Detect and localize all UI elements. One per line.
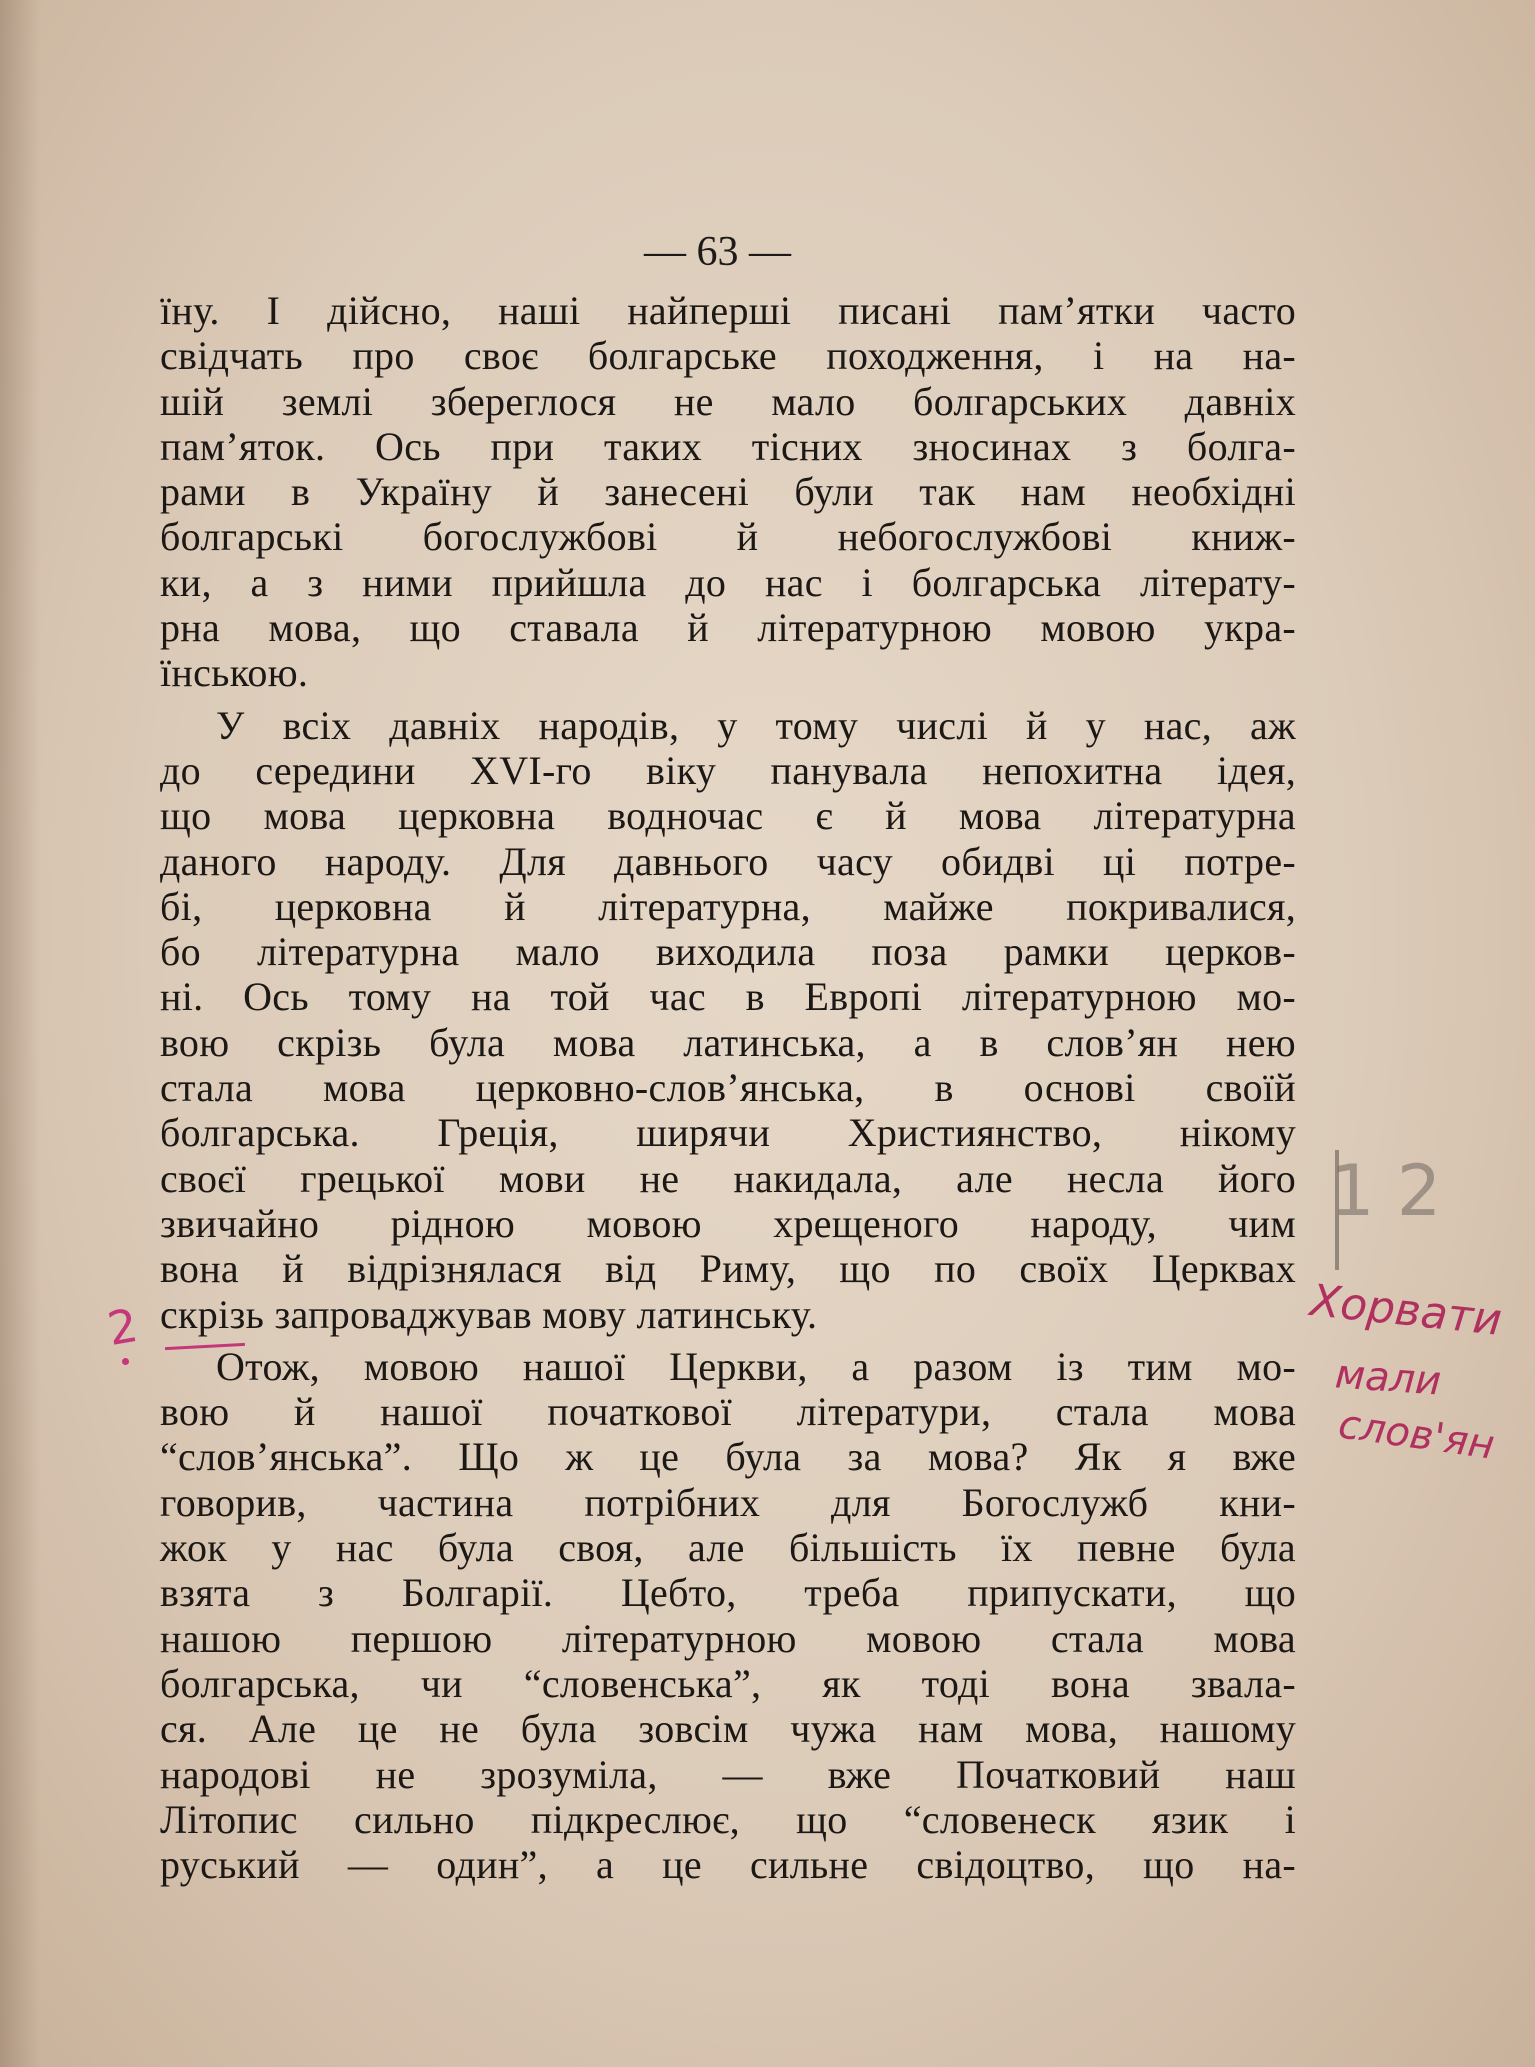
text-line: народові не зрозуміла, — вже Початковий наш (160, 1751, 1296, 1797)
text-line: їну. І дійсно, наші найперші писані пам’ятки часто (160, 288, 1296, 333)
body-text (160, 288, 1296, 1887)
margin-note-line-1: Хорвати (1307, 1275, 1505, 1346)
text-line: пам’яток. Ось при таких тісних зносинах з болга- (160, 423, 1296, 469)
text-line: рами в Україну й занесені були так нам необхідні (160, 469, 1296, 515)
text-line: болгарська. Греція, ширячи Християнство, нікому (160, 1110, 1296, 1156)
text-line: ні. Ось тому на той час в Европі літературною мо- (160, 974, 1296, 1020)
text-line: вона й відрізнялася від Риму, що по своїх Церквах (160, 1246, 1296, 1292)
pencil-margin-mark: 1 2 (1330, 1150, 1442, 1232)
text-line: вою скрізь була мова латинська, а в слов’ян нею (160, 1019, 1296, 1065)
text-line: скрізь запроваджував мову латинську. (160, 1291, 818, 1337)
text-line: жок у нас була своя, але більшість їх певне була (160, 1525, 1296, 1571)
text-line: руський — один”, а це сильне свідоцтво, що на- (160, 1842, 1296, 1888)
text-line: ки, а з ними прийшла до нас і болгарська літерату- (160, 559, 1296, 605)
text-line: ся. Але це не була зовсім чужа нам мова, нашому (160, 1706, 1296, 1752)
text-line: Отож, мовою нашої Церкви, а разом із тим мо- (216, 1343, 1296, 1389)
text-line: У всіх давніх народів, у тому числі й у нас, аж (216, 702, 1296, 748)
text-line: говорив, частина потрібних для Богослужб кни- (160, 1479, 1296, 1525)
page-number: — 63 — (644, 229, 791, 275)
text-line: нашою першою літературною мовою стала мова (160, 1615, 1296, 1661)
text-line: бо літературна мало виходила поза рамки церков- (160, 929, 1296, 975)
text-line: Літопис сильно підкреслює, що “словенеск язик і (160, 1796, 1296, 1842)
text-line: свідчать про своє болгарське походження, і на на- (160, 333, 1296, 379)
text-line: взята з Болгарії. Цебто, треба припускати, що (160, 1570, 1296, 1616)
margin-note-line-2: мали (1333, 1351, 1443, 1405)
text-line: стала мова церковно-слов’янська, в основі своїй (160, 1065, 1296, 1111)
text-line: своєї грецької мови не накидала, але несла його (160, 1155, 1296, 1201)
page-edge-shadow (0, 0, 40, 2067)
text-line: бі, церковна й літературна, майже покривалися, (160, 883, 1296, 929)
text-line: їнською. (160, 650, 309, 696)
margin-note-line-3: слов'ян (1335, 1401, 1498, 1469)
text-line: рна мова, що ставала й літературною мовою укра- (160, 605, 1296, 651)
red-dot-mark (122, 1358, 129, 1365)
left-margin-mark: 2 (103, 1297, 142, 1357)
text-line: звичайно рідною мовою хрещеного народу, чим (160, 1200, 1296, 1246)
text-line: болгарські богослужбові й небогослужбові книж- (160, 514, 1296, 560)
text-line: вою й нашої початкової літератури, стала мова (160, 1389, 1296, 1435)
text-line: “слов’янська”. Що ж це була за мова? Як я вже (160, 1434, 1296, 1480)
text-line: що мова церковна водночас є й мова літературна (160, 793, 1296, 839)
text-line: до середини XVI-го віку панувала непохитна ідея, (160, 747, 1296, 793)
text-line: шій землі збереглося не мало болгарських давніх (160, 378, 1296, 424)
text-line: болгарська, чи “словенська”, як тоді вона звала- (160, 1660, 1296, 1706)
text-line: даного народу. Для давнього часу обидві ці потре- (160, 838, 1296, 884)
